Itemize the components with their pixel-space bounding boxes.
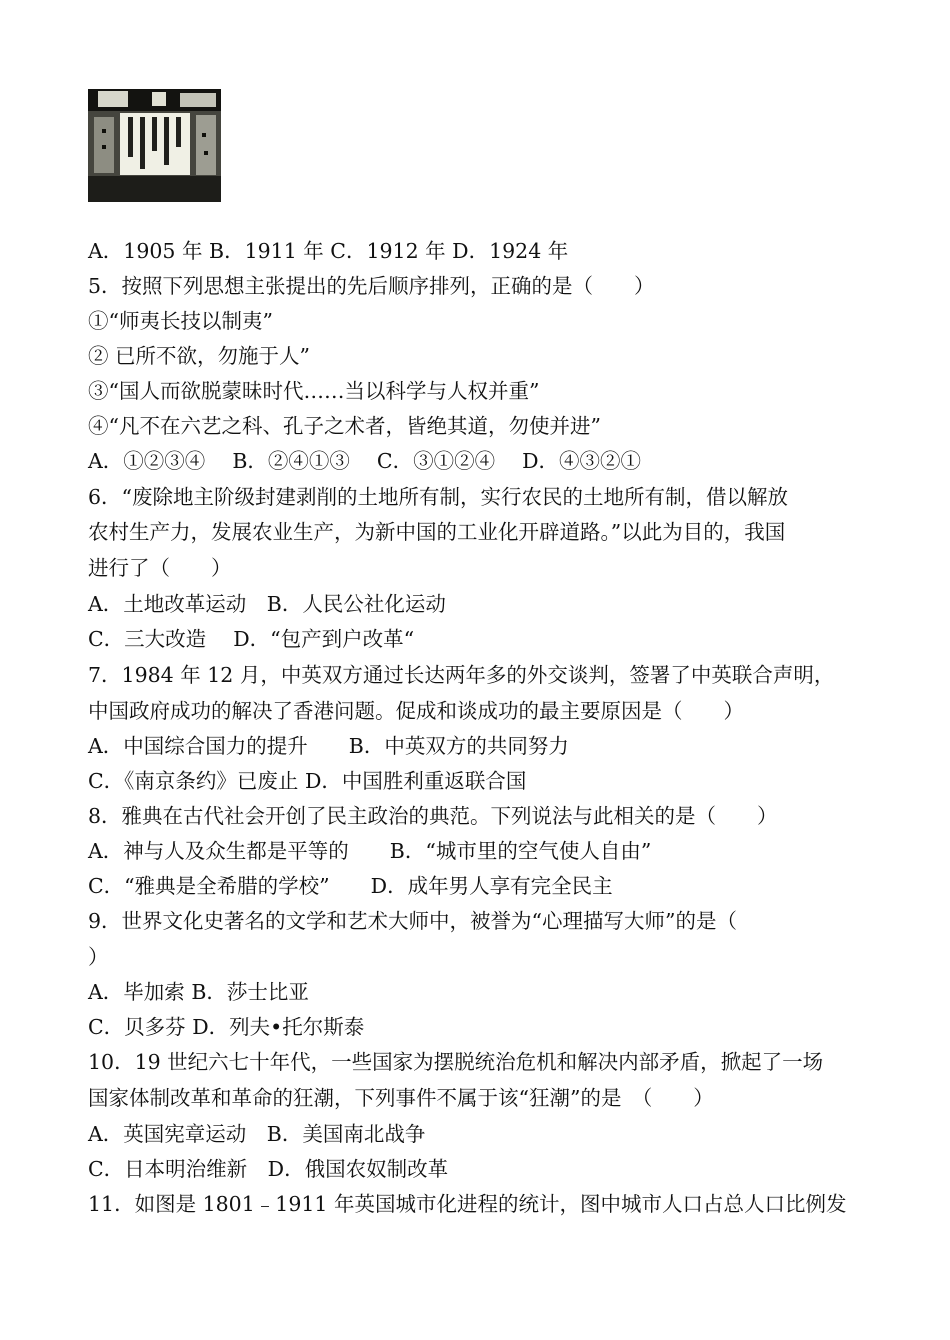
q5-item-2: ② 已所不欲，勿施于人” (88, 344, 310, 368)
q6-stem-line-1: 6．“废除地主阶级封建剥削的土地所有制，实行农民的土地所有制，借以解放 (88, 485, 789, 509)
q9-stem-line-2: ） (88, 945, 109, 969)
q5-stem: 5．按照下列思想主张提出的先后顺序排列，正确的是（ ） (88, 274, 655, 298)
q10-stem-line-2: 国家体制改革和革命的狂潮，下列事件不属于该“狂潮”的是 （ ） (88, 1086, 714, 1110)
q10-options-cd: C．日本明治维新 D．俄国农奴制改革 (88, 1157, 449, 1181)
q6-stem-line-3: 进行了（ ） (88, 556, 232, 580)
q10-options-ab: A．英国宪章运动 B．美国南北战争 (88, 1122, 426, 1146)
q5-item-4: ④“凡不在六艺之科、孔子之术者，皆绝其道，勿使并进” (88, 414, 601, 438)
q5-item-3: ③“国人而欲脱蒙昧时代……当以科学与人权并重” (88, 379, 540, 403)
q8-options-ab: A．神与人及众生都是平等的 B．“城市里的空气使人自由” (88, 839, 652, 863)
newspaper-photo (88, 89, 221, 202)
q5-options: A．①②③④ B．②④①③ C．③①②④ D．④③②① (88, 449, 642, 473)
q6-options-cd: C．三大改造 D．“包产到户改革“ (88, 627, 415, 651)
q9-options-cd: C．贝多芬 D．列夫•托尔斯泰 (88, 1015, 365, 1039)
q9-options-ab: A．毕加索 B．莎士比亚 (88, 980, 309, 1004)
q10-stem-line-1: 10．19 世纪六七十年代，一些国家为摆脱统治危机和解决内部矛盾，掀起了一场 (88, 1050, 824, 1074)
q7-stem-line-1: 7．1984 年 12 月，中英双方通过长达两年多的外交谈判，签署了中英联合声明， (88, 663, 835, 687)
q6-options-ab: A．土地改革运动 B．人民公社化运动 (88, 592, 446, 616)
q5-item-1: ①“师夷长技以制夷” (88, 309, 273, 333)
q7-options-cd: C．《南京条约》已废止 D．中国胜利重返联合国 (88, 769, 527, 793)
q7-options-ab: A．中国综合国力的提升 B．中英双方的共同努力 (88, 734, 569, 758)
q11-stem-line-1: 11．如图是 1801﹣1911 年英国城市化进程的统计，图中城市人口占总人口比例发 (88, 1192, 847, 1216)
q8-options-cd: C．“雅典是全希腊的学校” D．成年男人享有完全民主 (88, 874, 613, 898)
q6-stem-line-2: 农村生产力，发展农业生产，为新中国的工业化开辟道路。”以此为目的，我国 (88, 520, 786, 544)
q4-options: A．1905 年 B．1911 年 C．1912 年 D．1924 年 (88, 239, 569, 263)
q8-stem: 8．雅典在古代社会开创了民主政治的典范。下列说法与此相关的是（ ） (88, 804, 778, 828)
q7-stem-line-2: 中国政府成功的解决了香港问题。促成和谈成功的最主要原因是（ ） (88, 699, 744, 723)
q9-stem-line-1: 9．世界文化史著名的文学和艺术大师中，被誉为“心理描写大师”的是（ (88, 909, 738, 933)
